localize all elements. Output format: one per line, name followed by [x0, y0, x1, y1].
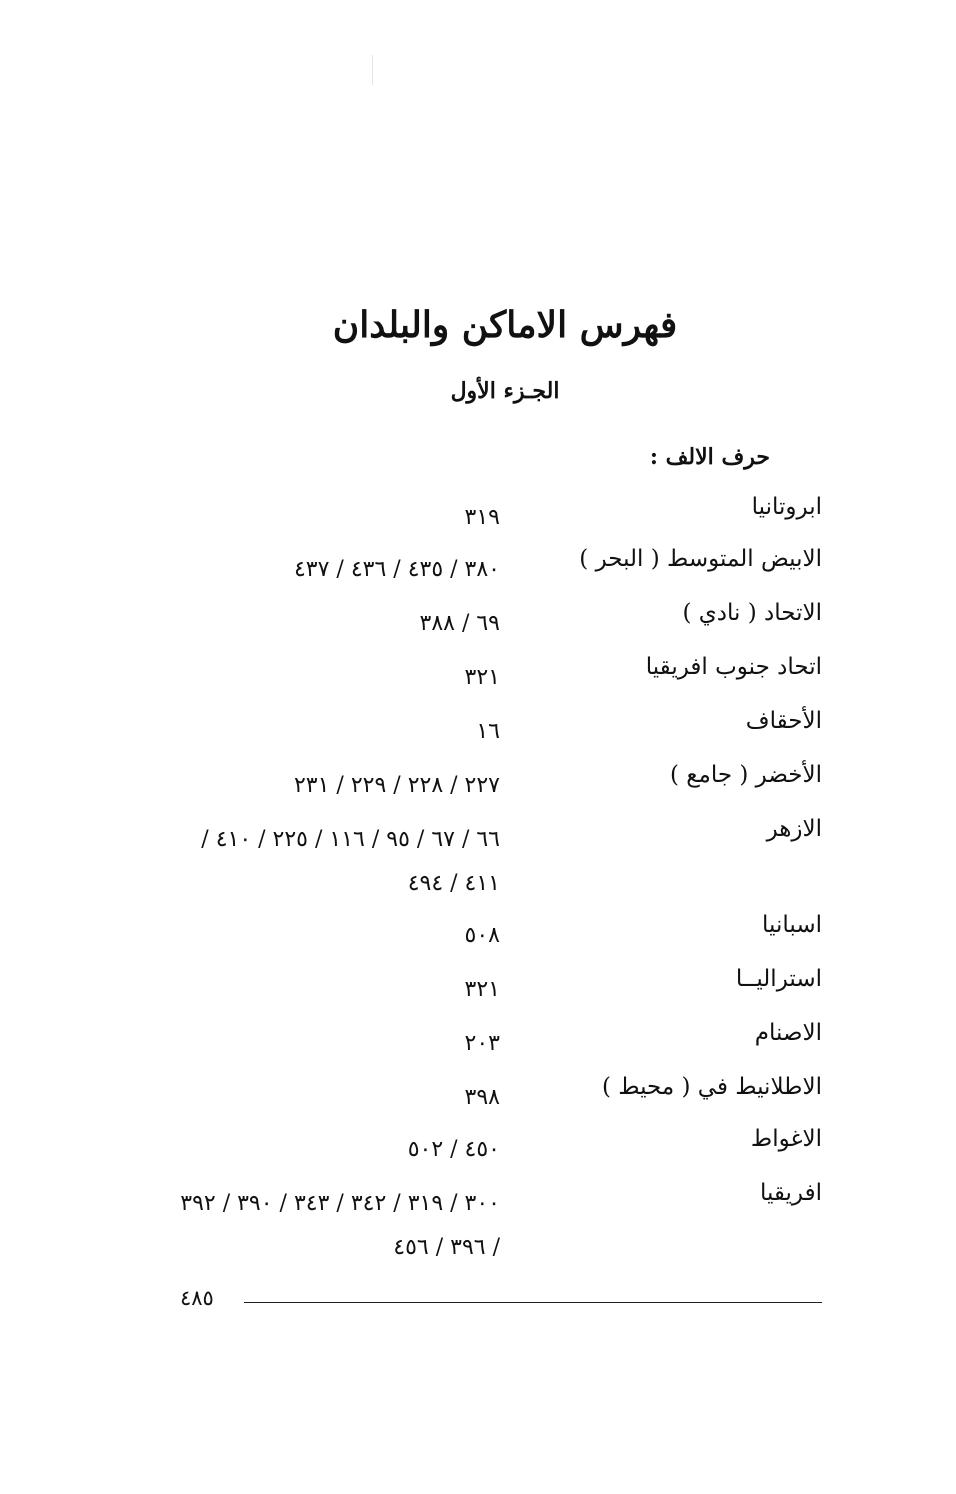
entry-pages: ٣٠٠ / ٣١٩ / ٣٤٢ / ٣٤٣ / ٣٩٠ / ٣٩٢ / ٣٩٦ / ٤٥٦ — [180, 1191, 500, 1260]
entry-pages: ٦٦ / ٦٧ / ٩٥ / ١١٦ / ٢٢٥ / ٤١٠ / ٤١١ / ٤٩٤ — [201, 827, 500, 896]
entry-name: الاطلانيط في ( محيط ) — [601, 1074, 822, 1100]
page-number: ٤٨٥ — [180, 1286, 214, 1310]
entry-pages: ٢٠٣ — [464, 1031, 500, 1056]
index-entry — [0, 1180, 956, 1276]
entry-name: الابيض المتوسط ( البحر ) — [579, 546, 822, 572]
page-title: فهرس الاماكن والبلدان — [332, 304, 678, 346]
index-entry — [0, 654, 956, 710]
entry-pages: ٣٩٨ — [464, 1085, 500, 1110]
index-entry — [0, 966, 956, 1022]
entry-name: الازهر — [766, 816, 822, 842]
entry-pages: ١٦ — [476, 719, 500, 744]
entry-pages: ٣٢١ — [464, 665, 500, 690]
index-entry — [0, 708, 956, 764]
index-entry — [0, 1020, 956, 1076]
entry-name: الأخضر ( جامع ) — [669, 762, 822, 788]
index-entry — [0, 600, 956, 656]
entry-name: الأحقاف — [745, 708, 822, 734]
index-entry — [0, 546, 956, 602]
entry-name: اسبانيا — [762, 912, 822, 938]
entry-name: استراليــا — [735, 966, 822, 992]
footer-rule — [244, 1302, 822, 1303]
index-entry — [0, 1074, 956, 1130]
scan-mark — [372, 55, 373, 85]
entry-pages: ٦٩ / ٣٨٨ — [419, 611, 500, 636]
entry-name: الاغواط — [750, 1126, 822, 1152]
entry-pages: ٣٨٠ / ٤٣٥ / ٤٣٦ / ٤٣٧ — [293, 557, 500, 582]
entry-pages: ٣١٩ — [464, 505, 500, 530]
entry-pages: ٥٠٨ — [464, 923, 500, 948]
entry-pages: ٣٢١ — [464, 977, 500, 1002]
entry-name: الاتحاد ( نادي ) — [682, 600, 822, 626]
page-subtitle: الجـزء الأول — [450, 378, 560, 404]
index-entry — [0, 1126, 956, 1182]
entry-name: افريقيا — [759, 1180, 822, 1206]
section-heading: حرف الالف : — [649, 444, 770, 470]
index-entry — [0, 816, 956, 912]
entry-pages: ٢٢٧ / ٢٢٨ / ٢٢٩ / ٢٣١ — [293, 773, 500, 798]
entry-name: الاصنام — [754, 1020, 822, 1046]
entry-pages: ٤٥٠ / ٥٠٢ — [407, 1137, 500, 1162]
index-entry — [0, 912, 956, 968]
entry-name: ابروتانيا — [751, 494, 822, 520]
entry-name: اتحاد جنوب افريقيا — [645, 654, 822, 680]
index-entry — [0, 762, 956, 818]
index-entry — [0, 494, 956, 550]
